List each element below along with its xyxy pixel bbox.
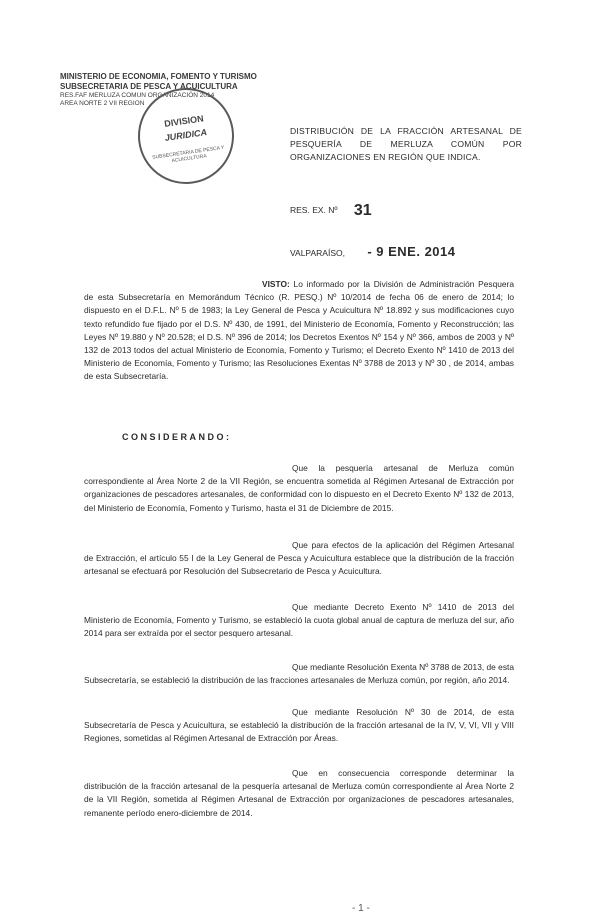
considerando-heading: CONSIDERANDO:	[122, 432, 232, 442]
considerando-paragraph-3: Que mediante Decreto Exento Nº 1410 de 2013 del Ministerio de Economía, Fomento y Turismo, se estableció la cuota global anual de captura de merluza del sur, año 2014 para ser extraída por el sector pesquero artesanal.	[84, 602, 514, 639]
ministry-name: MINISTERIO DE ECONOMIA, FOMENTO Y TURISMO	[60, 72, 257, 81]
resolution-label: RES. EX. Nº	[290, 205, 338, 215]
considerando-paragraph-6: Que en consecuencia corresponde determinar la distribución de la fracción artesanal de la pesquería artesanal de Merluza común correspondiente al Área Norte 2 de la VII Región, sometida al Régimen Artesanal de Extracción por organizaciones de pescadores artesanales, remanente período enero-diciembre de 2014.	[84, 768, 514, 818]
visto-paragraph	[84, 278, 514, 384]
city: VALPARAÍSO,	[290, 248, 345, 258]
visto-label: VISTO:	[262, 279, 290, 289]
stamp-line-juridica: JURIDICA	[164, 127, 208, 143]
considerando-paragraph-4: Que mediante Resolución Exenta Nº 3788 de 2013, de esta Subsecretaría, se estableció la distribución de las fracciones artesanales de Merluza común, por región, año 2014.	[84, 662, 514, 686]
stamp-ring-text: SUBSECRETARIA DE PESCA Y ACUICULTURA	[151, 144, 225, 165]
considerando-paragraph-2: Que para efectos de la aplicación del Régimen Artesanal de Extracción, el artículo 55 I de la Ley General de Pesca y Acuicultura establece que la distribución de la fracción artesanal se efectuará por Resolución del Subsecretario de Pesca y Acuicultura.	[84, 540, 514, 577]
stamp-line-division: DIVISION	[163, 113, 205, 129]
resolution-number-line	[290, 202, 372, 220]
resolution-title: DISTRIBUCIÓN DE LA FRACCIÓN ARTESANAL DE PESQUERÍA DE MERLUZA COMÚN POR ORGANIZACIONES EN REGIÓN QUE INDICA.	[290, 126, 522, 162]
file-reference: RES.FAF MERLUZA COMUN ORGANIZACIÓN 2014	[60, 92, 215, 99]
page-number: - 1 -	[352, 903, 370, 914]
date-line	[290, 244, 456, 259]
undersecretariat-name: SUBSECRETARIA DE PESCA Y ACUICULTURA	[60, 82, 238, 91]
resolution-date: - 9 ENE. 2014	[367, 244, 456, 259]
considerando-paragraph-5: Que mediante Resolución Nº 30 de 2014, de esta Subsecretaría de Pesca y Acuicultura, se estableció la distribución de la fracción artesanal de la IV, V, VI, VII y VIII Regiones, sometidas al Régimen Artesanal de Extracción por Áreas.	[84, 707, 514, 744]
considerando-paragraph-1: Que la pesquería artesanal de Merluza común correspondiente al Área Norte 2 de la VII Región, se encuentra sometida al Régimen Artesanal de Extracción por organizaciones de pescadores artesanales, de conformidad con lo dispuesto en el Decreto Exento Nº 132 de 2013, del Ministerio de Economía, Fomento y Turismo, hasta el 31 de Diciembre de 2015.	[84, 463, 514, 513]
visto-text: Lo informado por la División de Administración Pesquera de esta Subsecretaría en Memorándum Técnico (R. PESQ.) Nº 10/2014 de fecha 06 de enero de 2014; lo dispuesto en el D.F.L. Nº 5 de 1983; la Ley General de Pesca y Acuicultura Nº 18.892 y sus modificaciones cuyo texto refundido fue fijado por el D.S. Nº 430, de 1991, del Ministerio de Economía, Fomento y Reconstrucción; las Leyes Nº 19.880 y Nº 20.528; el D.S. Nº 396 de 2014; los Decretos Exentos Nº 154 y Nº 366, ambos de 2003 y Nº 132 de 2013 todos del actual Ministerio de Economía, Fomento y Turismo; el Decreto Exento Nº 1410 de 2013 del Ministerio de Economía, Fomento y Turismo; las Resoluciones Exentas Nº 3788 de 2013 y Nº 30 , de 2014, ambas de esta Subsecretaría.	[84, 279, 514, 382]
resolution-number: 31	[353, 202, 372, 219]
area-reference: AREA NORTE 2 VII REGION	[60, 100, 145, 107]
